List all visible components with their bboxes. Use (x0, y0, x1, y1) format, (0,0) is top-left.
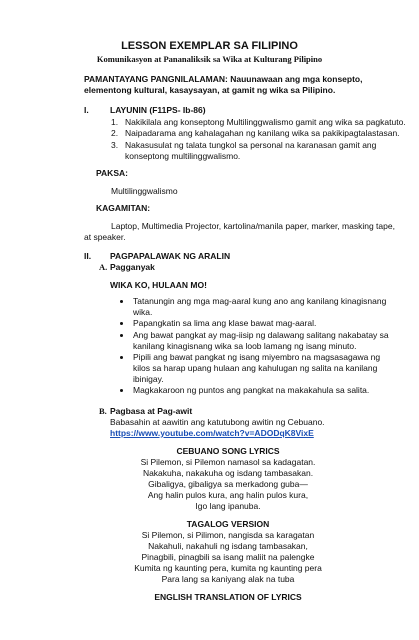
section-2-heading: PAGPAPALAWAK NG ARALIN (110, 251, 231, 261)
cebuano-lyrics-title: CEBUANO SONG LYRICS (176, 446, 280, 456)
subsection-b-instruction: Babasahin at aawitin ang katutubong awitin ng Cebuano. (110, 417, 325, 427)
objective-2-number: 2. (111, 128, 119, 138)
subsection-b-heading: Pagbasa at Pag-awit (110, 406, 193, 416)
objective-3-line-2: konseptong multilinggwalismo. (125, 151, 241, 161)
document-title: LESSON EXEMPLAR SA FILIPINO (121, 40, 298, 52)
bullet-2-line-1: Papangkatin sa lima ang klase bawat mag-aaral. (133, 318, 317, 328)
subsection-a-heading: Pagganyak (110, 262, 155, 272)
document-subtitle: Komunikasyon at Pananaliksik sa Wika at Kulturang Pilipino (96, 54, 323, 64)
tagalog-lyric-line: Nakahuli, nakahuli ng isdang tambasakan, (148, 541, 308, 551)
bullet-icon (120, 356, 123, 359)
bullet-icon (120, 322, 123, 325)
youtube-link[interactable]: https://www.youtube.com/watch?v=ADODqK8VixE (110, 428, 314, 438)
tagalog-lyric-line: Kumita ng kaunting pera, kumita ng kaunting pera (134, 563, 322, 573)
cebuano-lyric-line: Si Pilemon, si Pilemon namasol sa kadagatan. (140, 457, 316, 467)
section-1-heading: LAYUNIN (F11PS- Ib-86) (110, 105, 206, 115)
bullet-3-line-2: kanilang kinagisnang wika sa loob lamang ng isang minuto. (133, 341, 357, 351)
bullet-1-line-1: Tatanungin ang mga mag-aaral kung ano ang kanilang kinagisnang (133, 296, 387, 306)
tagalog-version-title: TAGALOG VERSION (186, 519, 270, 529)
cebuano-lyric-line: Igo lang ipanuba. (195, 501, 261, 511)
kagamitan-line-1: Laptop, Multimedia Projector, kartolina/manila paper, marker, masking tape, (111, 221, 395, 231)
bullet-icon (120, 334, 123, 337)
subsection-a-label: A. (99, 262, 108, 272)
cebuano-lyric-line: Nakakuha, nakakuha og isdang tambasakan. (142, 468, 314, 478)
bullet-5-line-1: Magkakaroon ng puntos ang pangkat na makakahula sa salita. (133, 385, 370, 395)
pamantayan-line-2: elementong kultural, kasaysayan, at gamit ng wika sa Pilipino. (84, 85, 336, 95)
tagalog-lyric-line: Para lang sa kaniyang alak na tuba (161, 574, 295, 584)
english-translation-title: ENGLISH TRANSLATION OF LYRICS (154, 592, 302, 602)
game-title: WIKA KO, HULAAN MO! (110, 280, 207, 290)
bullet-1-line-2: wika. (133, 307, 153, 317)
objective-1-number: 1. (111, 117, 119, 127)
kagamitan-label: KAGAMITAN: (96, 203, 151, 213)
pamantayan-line-1: PAMANTAYANG PANGNILALAMAN: Nauunawaan ang mga konsepto, (84, 74, 363, 84)
bullet-4-line-3: ibinigay. (133, 374, 164, 384)
paksa-value: Multilinggwalismo (111, 186, 178, 196)
section-2-numeral: II. (84, 251, 92, 261)
objective-1-text: Nakikilala ang konseptong Multilinggwalismo gamit ang wika sa pagkatuto. (125, 117, 406, 127)
objective-3-line-1: Nakasusulat ng talata tungkol sa personal na karanasan gamit ang (125, 140, 377, 150)
tagalog-lyric-line: Pinagbili, pinagbili sa isang maliit na palengke (141, 552, 315, 562)
cebuano-lyric-line: Gibaligya, gibaligya sa merkadong guba— (148, 479, 308, 489)
section-1-numeral: I. (84, 105, 89, 115)
bullet-icon (120, 389, 123, 392)
kagamitan-line-2: at speaker. (84, 232, 126, 242)
paksa-label: PAKSA: (96, 168, 128, 178)
bullet-4-line-1: Pipili ang bawat pangkat ng isang miyembro na magsasagawa ng (133, 352, 381, 362)
subsection-b-label: B. (99, 406, 107, 416)
bullet-4-line-2: kilos sa harap upang hulaan ang kahulugan ng salita na kanilang (133, 363, 378, 373)
objective-2-text: Naipadarama ang kahalagahan ng kanilang wika sa pakikipagtalastasan. (125, 128, 400, 138)
bullet-3-line-1: Ang bawat pangkat ay mag-iisip ng dalawang salitang nakabatay sa (133, 330, 389, 340)
bullet-icon (120, 300, 123, 303)
cebuano-lyric-line: Ang halin pulos kura, ang halin pulos kura, (147, 490, 309, 500)
tagalog-lyric-line: Si Pilemon, si Pilimon, nangisda sa karagatan (141, 530, 315, 540)
objective-3-number: 3. (111, 140, 119, 150)
